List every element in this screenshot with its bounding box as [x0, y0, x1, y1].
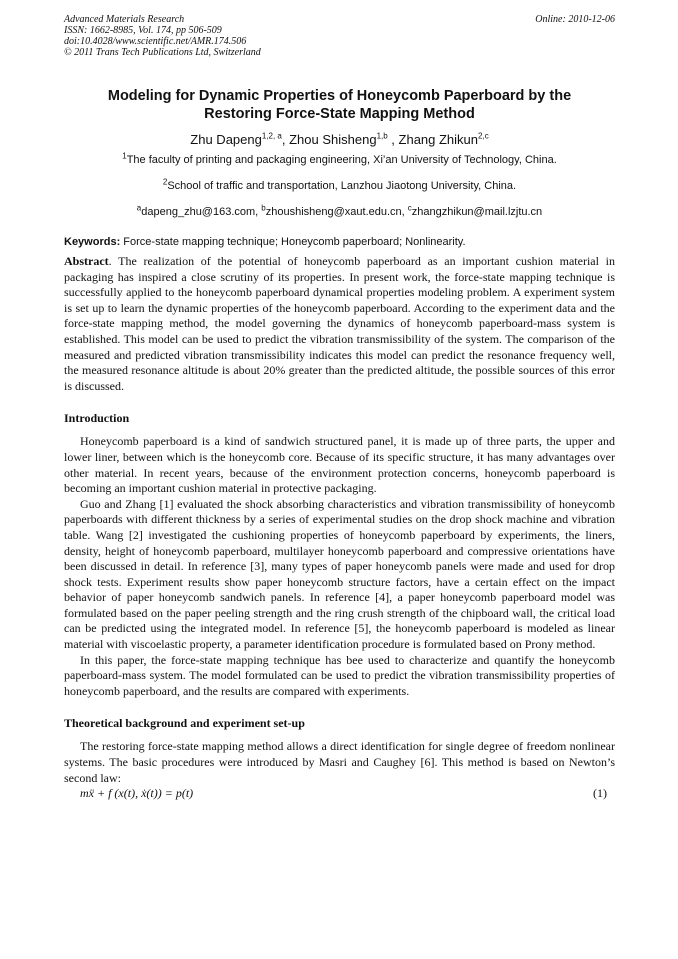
- equation-number: (1): [593, 786, 607, 801]
- authors: [64, 132, 615, 147]
- abstract: [64, 254, 615, 394]
- email-b: zhoushisheng@xaut.edu.cn,: [265, 206, 408, 218]
- affiliation-1-text: The faculty of printing and packaging engineering, Xi’an University of Technology, China.: [126, 154, 557, 166]
- title-line-2: Restoring Force-State Mapping Method: [204, 106, 475, 122]
- affiliation-2-sup: 2: [162, 177, 168, 187]
- affiliation-2: [64, 177, 615, 192]
- keywords: [64, 236, 615, 248]
- author-3-sup: 2,c: [478, 131, 489, 141]
- title-line-1: Modeling for Dynamic Properties of Honeycomb Paperboard by the: [107, 88, 572, 104]
- journal-header: [64, 14, 615, 58]
- equation-text: mẍ + f (x(t), ẋ(t)) = p(t): [80, 786, 194, 801]
- keywords-label: Keywords:: [64, 236, 121, 248]
- email-c-sup: c: [407, 203, 412, 213]
- theory-paragraph-1: The restoring force-state mapping method allows a direct identification for single degree of freedom nonlinear systems. The basic procedures were introduced by Masri and Caughey [6]. This method is based on Newton’s second law:: [64, 739, 615, 785]
- email-a: dapeng_zhu@163.com,: [141, 206, 262, 218]
- online-date: Online: 2010-12-06: [535, 14, 615, 25]
- author-1: Zhu Dapeng: [190, 132, 262, 147]
- email-a-sup: a: [136, 203, 142, 213]
- doi: doi:10.4028/www.scientific.net/AMR.174.506: [64, 36, 247, 47]
- copyright: © 2011 Trans Tech Publications Ltd, Switzerland: [64, 47, 261, 58]
- intro-paragraph-1: Honeycomb paperboard is a kind of sandwich structured panel, it is made up of three parts, the upper and lower liner, between which is the honeycomb core. Because of its specific structure, it has many advantages over other material. In recent years, because of the environment protection concerns, honeycomb paperboard is becoming an important cushion material in protective packaging.: [64, 434, 615, 496]
- intro-paragraph-2: Guo and Zhang [1] evaluated the shock absorbing characteristics and vibration transmissibility of honeycomb paperboards with different thickness by a series of experimental studies on the drop shock machine and vibration table. Wang [2] investigated the cushioning properties of honeycomb paperboard by experiments, the liners, density, height of honeycomb paperboard, multilayer honeycomb paperboard and compressive orientations have been discussed in detail. In reference [3], many types of paper honeycomb panels were made and used for drop shock tests. Experiment results show paper honeycomb structure factors, have a certain effect on the impact behavior of paper honeycomb sandwich panels. In reference [4], a paper honeycomb paperboard model was formulated based on the paper peeling strength and the ring crush strength of the chipboard wall, the critical load can be predicted using the integrated model. In reference [5], the honeycomb paperboard is modeled as linear material with viscoelastic property, a parameter identification procedure is formulated based on Prony method.: [64, 496, 615, 652]
- email-c: zhangzhikun@mail.lzjtu.cn: [411, 206, 543, 218]
- intro-paragraph-3: In this paper, the force-state mapping technique has bee used to characterize and quantify the honeycomb paperboard-mass system. The model formulated can be used to predict the vibration transmissibility properties of honeycomb paperboard, and the results are compared with experiments.: [64, 652, 615, 698]
- author-1-sup: 1,2, a: [261, 131, 282, 141]
- paper-page: [64, 14, 615, 801]
- author-3: , Zhang Zhikun: [387, 132, 479, 147]
- author-2: , Zhou Shisheng: [281, 132, 377, 147]
- paper-title: [64, 87, 615, 123]
- journal-name: Advanced Materials Research: [64, 14, 185, 25]
- issn: ISSN: 1662-8985, Vol. 174, pp 506-509: [64, 25, 222, 36]
- abstract-label: Abstract: [64, 254, 109, 268]
- abstract-text: . The realization of the potential of honeycomb paperboard as an important cushion material in packaging has inspired a close scrutiny of its properties. In present work, the force-state mapping technique is successfully applied to the honeycomb paperboard dynamical properties modeling problem. A experiment system is set up to learn the dynamic properties of the honeycomb paperboard. According to the experiment data and the force-state mapping method, the model governing the dynamics of honeycomb paperboard-mass system is established. This model can be used to predict the vibration transmissibility of the system. The comparison of the measured and predicted vibration transmissibility indicates this model can predict the resonance frequency well, the measured resonance altitude is about 20% greater than the predicted altitude, the possible sources of this error is discussed.: [64, 254, 615, 393]
- section-heading-theory: Theoretical background and experiment set-up: [64, 716, 305, 731]
- section-heading-introduction: Introduction: [64, 411, 130, 426]
- equation-1: [80, 786, 615, 801]
- email-b-sup: b: [261, 203, 266, 213]
- author-2-sup: 1,b: [376, 131, 388, 141]
- keywords-text: Force-state mapping technique; Honeycomb paperboard; Nonlinearity.: [120, 236, 466, 248]
- affiliation-1-sup: 1: [122, 151, 127, 161]
- affiliation-1: [64, 151, 615, 166]
- author-emails: [64, 203, 615, 218]
- affiliation-2-text: School of traffic and transportation, Lanzhou Jiaotong University, China.: [167, 180, 517, 192]
